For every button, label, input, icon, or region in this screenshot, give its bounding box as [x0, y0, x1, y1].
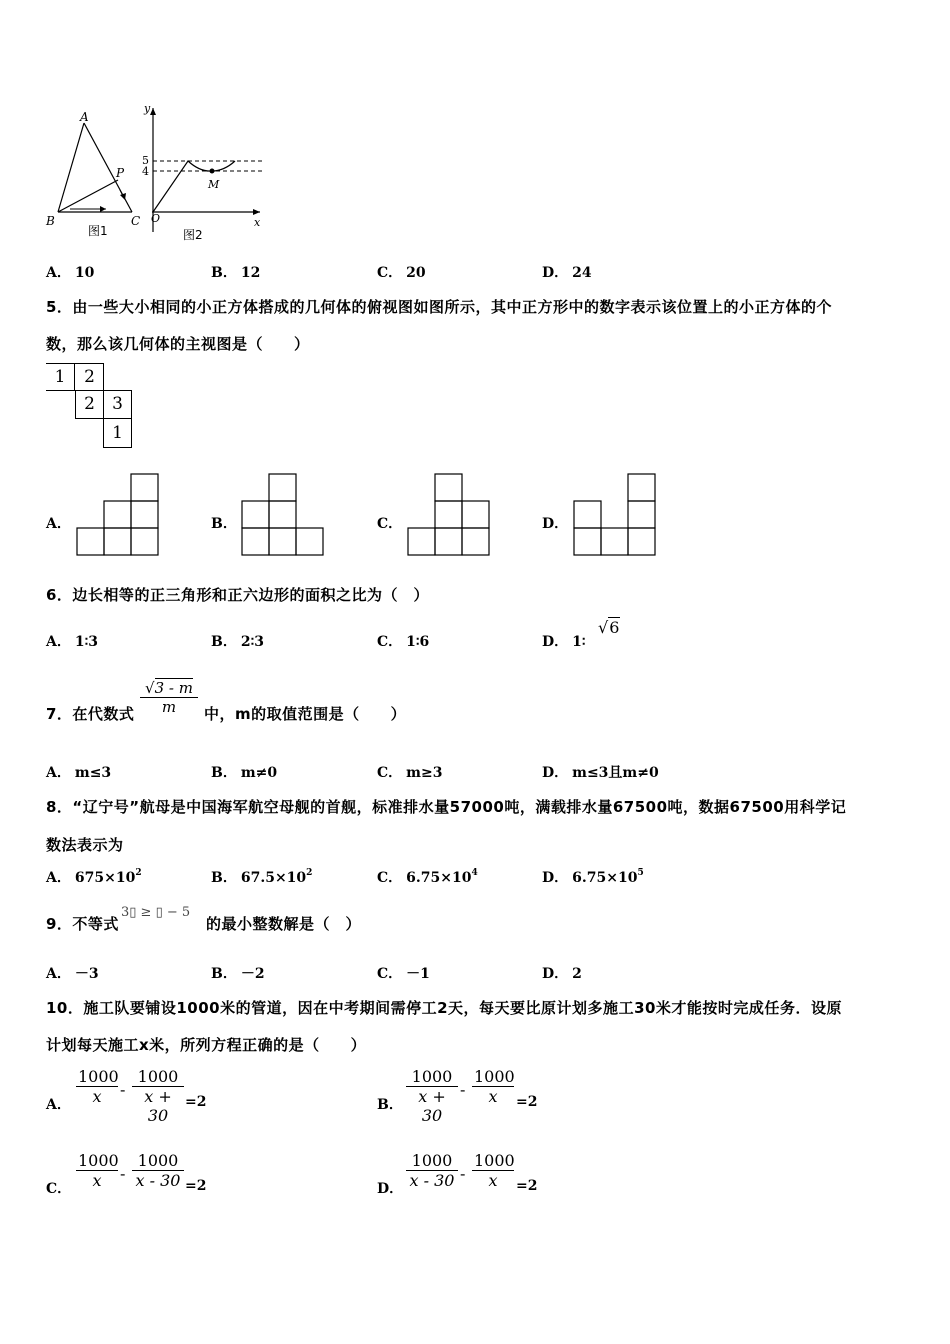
q9-option-c[interactable]: C． －1 — [377, 966, 430, 982]
q10-b-rhs: =2 — [516, 1094, 538, 1110]
q10-b-minus: - — [460, 1080, 466, 1099]
q8-option-c[interactable]: C． $6.75\times 10^4$ — [377, 868, 478, 886]
q5-option-b-label[interactable]: B． — [211, 516, 237, 532]
top-view-cell: 2 — [84, 394, 95, 414]
q10-d-frac-2: 1000 x — [474, 1151, 515, 1190]
q9-option-d[interactable]: D． 2 — [542, 966, 582, 982]
q7-stem-prefix: 7．在代数式 — [46, 705, 135, 723]
top-view-cell: 1 — [112, 423, 123, 443]
q8-stem-line-1: 8．“辽宁号”航母是中国海军航空母舰的首舰，标准排水量57000吨，满载排水量67500吨，数据67500用科学记 — [46, 798, 847, 816]
q5-top-view-grid — [46, 363, 136, 453]
arrow-head-pc — [120, 193, 126, 200]
q5-option-d-view[interactable] — [573, 473, 657, 557]
tick-4-label: 4 — [142, 165, 149, 178]
q7-option-b[interactable]: B． m≠0 — [211, 765, 278, 781]
q5-option-d-label[interactable]: D． — [542, 516, 569, 532]
q8-stem-line-2: 数法表示为 — [46, 836, 124, 854]
q7-option-a[interactable]: A． m≤3 — [46, 765, 112, 781]
q5-stem-line-1: 5．由一些大小相同的小正方体搭成的几何体的俯视图如图所示，其中正方形中的数字表示该位置上的小正方体的个 — [46, 298, 832, 316]
q10-c-minus: - — [120, 1164, 126, 1183]
label-c: C — [131, 214, 141, 228]
q4-option-b[interactable]: B． 12 — [211, 265, 261, 281]
q10-a-rhs: =2 — [185, 1094, 207, 1110]
tick-5-label: 5 — [142, 154, 149, 167]
q4-figure-1 — [40, 105, 150, 245]
q10-c-frac-2: 1000 x - 30 — [132, 1151, 184, 1190]
q8-option-d[interactable]: D． $6.75\times 10^5$ — [542, 868, 644, 886]
origin-label: O — [151, 212, 161, 225]
q9-stem-suffix: 的最小整数解是（ ） — [206, 915, 362, 933]
q7-stem-suffix: 中，m的取值范围是（ ） — [204, 705, 407, 723]
q10-option-b-label[interactable]: B． — [377, 1097, 403, 1113]
q10-a-minus: - — [120, 1080, 126, 1099]
q5-option-c-view[interactable] — [407, 473, 491, 557]
point-m — [210, 169, 215, 174]
q10-stem-line-1: 10．施工队要铺设1000米的管道，因在中考期间需停工2天，每天要比原计划多施工30米才能按时完成任务．设原 — [46, 999, 842, 1017]
q8-option-b[interactable]: B． $67.5\times 10^2$ — [211, 868, 313, 886]
q7-option-c[interactable]: C． m≥3 — [377, 765, 443, 781]
q10-option-d-label[interactable]: D． — [377, 1181, 404, 1197]
q6-option-d-sqrt: √6 — [598, 618, 620, 637]
q9-inequality: 3▯ ≥ ▯ − 5 — [121, 905, 191, 920]
q10-a-frac-2: 1000 x + 30 — [132, 1067, 184, 1125]
q10-a-frac-1: 1000 x — [78, 1067, 119, 1106]
q5-option-c-label[interactable]: C． — [377, 516, 403, 532]
segment-bp — [58, 180, 118, 212]
label-m: M — [208, 178, 220, 191]
q6-option-b[interactable]: B． 2∶3 — [211, 634, 264, 650]
top-view-cell: 2 — [84, 367, 95, 387]
q5-option-a-label[interactable]: A． — [46, 516, 71, 532]
q9-option-b[interactable]: B． －2 — [211, 966, 265, 982]
q8-option-a[interactable]: A． $675\times 10^2$ — [46, 868, 142, 886]
y-axis-arrow — [150, 108, 156, 115]
q4-option-a[interactable]: A． 10 — [46, 265, 95, 281]
label-p: P — [116, 166, 125, 180]
q10-b-frac-1: 1000 x + 30 — [406, 1067, 458, 1125]
q10-stem-line-2: 计划每天施工x米，所列方程正确的是（ ） — [46, 1036, 367, 1054]
q7-option-d[interactable]: D． m≤3且m≠0 — [542, 765, 659, 781]
q6-stem: 6．边长相等的正三角形和正六边形的面积之比为（ ） — [46, 586, 429, 604]
q10-c-frac-1: 1000 x — [78, 1151, 119, 1190]
x-axis-arrow — [253, 209, 260, 215]
q4-option-d[interactable]: D． 24 — [542, 265, 592, 281]
q5-option-a-view[interactable] — [76, 473, 160, 557]
q10-d-frac-1: 1000 x - 30 — [406, 1151, 458, 1190]
function-graph — [153, 161, 235, 212]
q10-option-a-label[interactable]: A． — [46, 1097, 71, 1113]
label-b: B — [46, 214, 55, 228]
q9-stem-prefix: 9．不等式 — [46, 915, 119, 933]
q10-d-minus: - — [460, 1164, 466, 1183]
arrow-head-bc — [100, 206, 106, 212]
q10-d-rhs: =2 — [516, 1178, 538, 1194]
q9-option-a[interactable]: A． －3 — [46, 966, 99, 982]
q4-figure-2 — [140, 100, 270, 245]
q10-c-rhs: =2 — [185, 1178, 207, 1194]
figure-2-caption: 图2 — [183, 228, 203, 242]
y-axis-label: y — [144, 102, 151, 115]
q6-option-c[interactable]: C． 1∶6 — [377, 634, 430, 650]
q5-option-b-view[interactable] — [241, 473, 325, 557]
x-axis-label: x — [254, 216, 261, 229]
q5-stem-line-2: 数，那么该几何体的主视图是（ ） — [46, 335, 310, 353]
q10-b-frac-2: 1000 x — [474, 1067, 515, 1106]
q6-option-a[interactable]: A． 1∶3 — [46, 634, 99, 650]
label-a: A — [80, 110, 89, 124]
figure-1-caption: 图1 — [88, 224, 108, 238]
top-view-cell: 3 — [112, 394, 123, 414]
top-view-cell: 1 — [54, 367, 66, 387]
q4-option-c[interactable]: C． 20 — [377, 265, 426, 281]
q7-fraction: √3 - m m — [140, 679, 198, 716]
q6-option-d[interactable]: D． 1∶ — [542, 634, 586, 650]
triangle-side-ab — [58, 123, 84, 212]
q10-option-c-label[interactable]: C． — [46, 1181, 72, 1197]
